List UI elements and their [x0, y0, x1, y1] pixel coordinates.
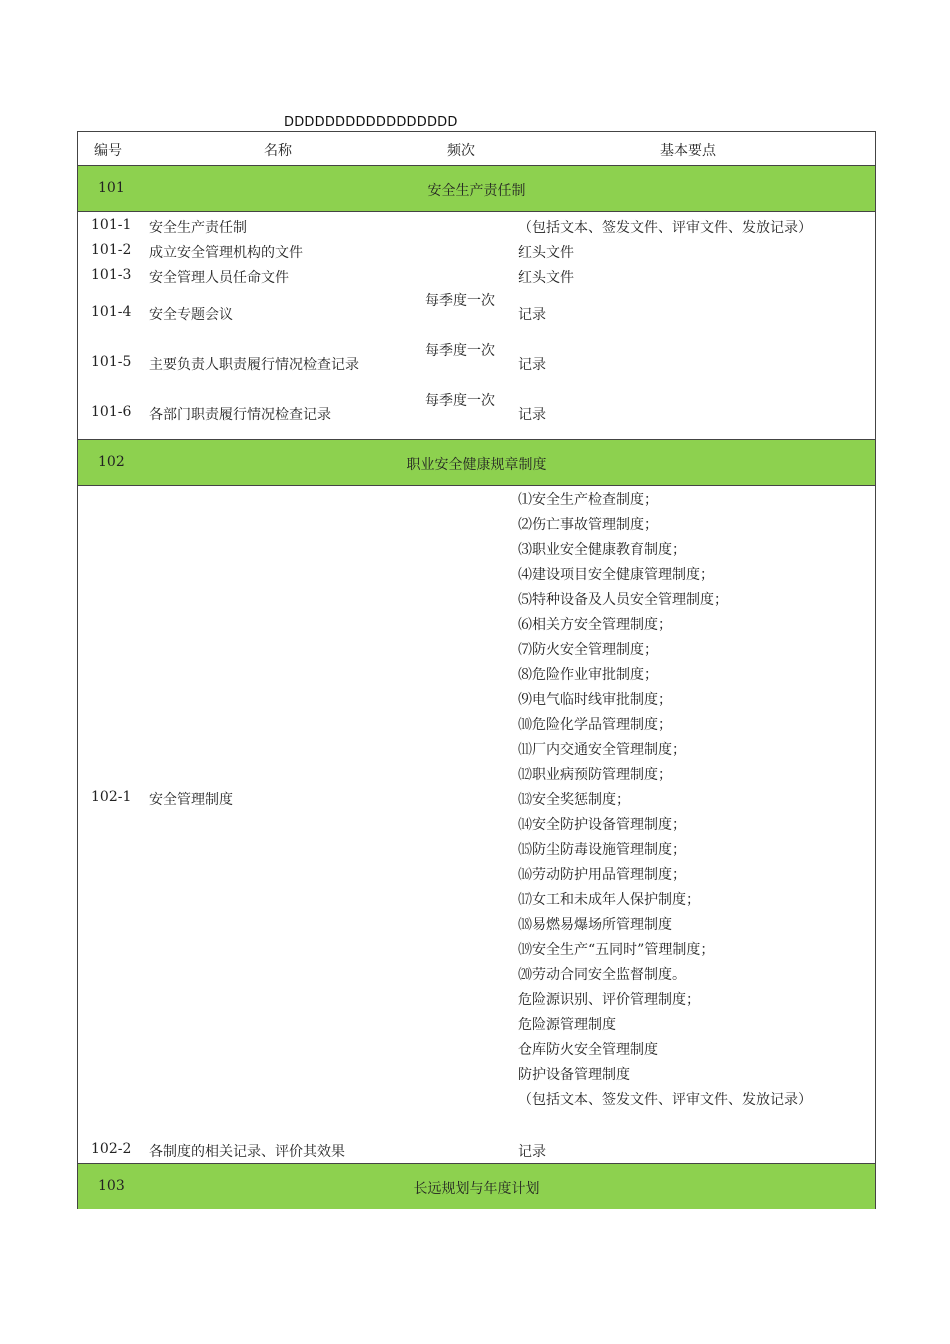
item-id: 101-1 [91, 217, 132, 233]
list-item: ⑿职业病预防管理制度； [518, 767, 672, 783]
list-item: ⑼电气临时线审批制度； [518, 692, 672, 708]
list-item: ⑺防火安全管理制度； [518, 642, 658, 658]
header-name: 名称 [264, 143, 292, 159]
header-points: 基本要点 [660, 143, 716, 159]
item-points: 记录 [518, 1144, 546, 1160]
item-freq: 每季度一次 [425, 393, 495, 409]
list-item: 危险源管理制度 [518, 1017, 616, 1033]
item-name: 安全管理人员任命文件 [149, 270, 289, 286]
list-item: ⒆安全生产“五同时”管理制度； [518, 942, 715, 958]
list-item: ⑻危险作业审批制度； [518, 667, 658, 683]
item-name: 安全管理制度 [149, 792, 233, 808]
section-title: 安全生产责任制 [427, 183, 526, 199]
list-item: ⑴安全生产检查制度； [518, 492, 658, 508]
section-row-103 [78, 1164, 875, 1209]
safety-records-table [77, 131, 876, 1209]
list-item: ⑾厂内交通安全管理制度； [518, 742, 686, 758]
item-id: 101-2 [91, 242, 132, 258]
list-item: 危险源识别、评价管理制度； [518, 992, 700, 1008]
list-item: ⑵伤亡事故管理制度； [518, 517, 658, 533]
item-name: 各部门职责履行情况检查记录 [149, 407, 331, 423]
item-id: 101-5 [91, 354, 132, 370]
section-body-101 [78, 212, 875, 440]
item-id: 101-4 [91, 304, 132, 320]
table-row [78, 339, 875, 389]
item-name: 成立安全管理机构的文件 [149, 245, 303, 261]
item-id: 102-1 [91, 789, 132, 805]
section-body-102 [78, 486, 875, 1164]
list-item: ⒅易燃易爆场所管理制度 [518, 917, 672, 933]
list-item: （包括文本、签发文件、评审文件、发放记录） [518, 1092, 812, 1108]
item-points: 记录 [518, 307, 546, 323]
header-id: 编号 [94, 143, 122, 159]
table-row [78, 264, 875, 289]
item-freq: 每季度一次 [425, 343, 495, 359]
list-item: 防护设备管理制度 [518, 1067, 630, 1083]
list-item: ⑶职业安全健康教育制度； [518, 542, 686, 558]
item-name: 安全生产责任制 [149, 220, 247, 236]
item-points: 红头文件 [518, 270, 574, 286]
list-item: ⒁安全防护设备管理制度； [518, 817, 686, 833]
table-row [78, 488, 875, 1138]
list-item: ⑽危险化学品管理制度； [518, 717, 672, 733]
item-name: 各制度的相关记录、评价其效果 [149, 1144, 345, 1160]
table-row [78, 214, 875, 239]
list-item: ⑹相关方安全管理制度； [518, 617, 672, 633]
item-id: 102-2 [91, 1141, 132, 1157]
list-item: ⒇劳动合同安全监督制度。 [518, 967, 686, 983]
section-title: 长远规划与年度计划 [413, 1181, 540, 1197]
item-points: 红头文件 [518, 245, 574, 261]
item-points: （包括文本、签发文件、评审文件、发放记录） [518, 220, 812, 236]
header-freq: 频次 [447, 143, 475, 159]
item-freq: 每季度一次 [425, 293, 495, 309]
list-item: ⑷建设项目安全健康管理制度； [518, 567, 714, 583]
section-id: 102 [98, 454, 125, 470]
list-item: ⒄女工和未成年人保护制度； [518, 892, 700, 908]
section-row-102 [78, 440, 875, 486]
list-item: ⑸特种设备及人员安全管理制度； [518, 592, 728, 608]
document-title: DDDDDDDDDDDDDDDDD [284, 115, 458, 130]
item-points: 记录 [518, 407, 546, 423]
item-name: 主要负责人职责履行情况检查记录 [149, 357, 359, 373]
list-item: ⒀安全奖惩制度； [518, 792, 630, 808]
section-id: 103 [98, 1178, 125, 1194]
table-row [78, 1138, 875, 1163]
list-item: ⒂防尘防毒设施管理制度； [518, 842, 686, 858]
table-header [78, 132, 875, 166]
item-points-list [518, 488, 812, 1113]
list-item: ⒃劳动防护用品管理制度； [518, 867, 686, 883]
item-id: 101-3 [91, 267, 132, 283]
table-row [78, 289, 875, 339]
section-row-101 [78, 166, 875, 212]
table-row [78, 389, 875, 439]
section-id: 101 [98, 180, 125, 196]
table-row [78, 239, 875, 264]
section-title: 职业安全健康规章制度 [406, 457, 547, 473]
item-name: 安全专题会议 [149, 307, 233, 323]
list-item: 仓库防火安全管理制度 [518, 1042, 658, 1058]
item-points: 记录 [518, 357, 546, 373]
item-id: 101-6 [91, 404, 132, 420]
